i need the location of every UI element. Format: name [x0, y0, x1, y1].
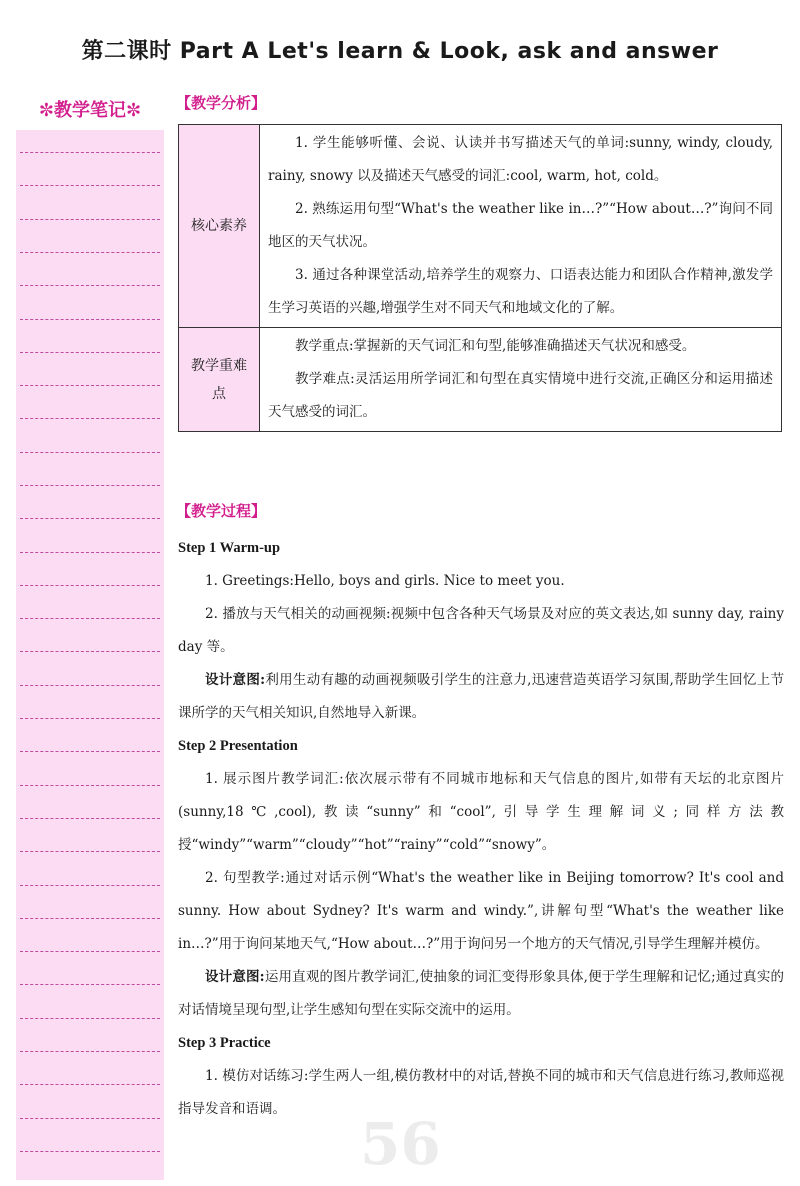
key-label: 教学重难点: [179, 328, 260, 432]
note-line: [20, 818, 160, 819]
note-line: [20, 319, 160, 320]
page-title: 第二课时 Part A Let's learn & Look, ask and answer: [81, 39, 719, 64]
note-line: [20, 485, 160, 486]
note-line: [20, 918, 160, 919]
core-item: 2. 熟练运用句型“What's the weather like in…?”“How about…?”询问不同地区的天气状况。: [268, 201, 773, 250]
analysis-header: 【教学分析】: [176, 94, 267, 112]
intent-text: 利用生动有趣的动画视频吸引学生的注意力,迅速营造英语学习氛围,帮助学生回忆上节课所学的天气相关知识,自然地导入新课。: [178, 672, 784, 721]
note-line: [20, 1118, 160, 1119]
note-line: [20, 951, 160, 952]
note-line: [20, 685, 160, 686]
note-line: [20, 518, 160, 519]
step1-item: 1. Greetings:Hello, boys and girls. Nice to meet you.: [205, 573, 565, 589]
process-body: [178, 532, 784, 1126]
note-line: [20, 785, 160, 786]
page-number: 56: [360, 1110, 441, 1178]
note-line: [20, 585, 160, 586]
step2-intent: [178, 961, 784, 1027]
note-line: [20, 185, 160, 186]
step2-title: Step 2 Presentation: [178, 738, 298, 754]
step1-intent: [178, 664, 784, 730]
note-line: [20, 219, 160, 220]
core-content: [260, 125, 782, 328]
note-line: [20, 718, 160, 719]
note-line: [20, 1084, 160, 1085]
note-line: [20, 385, 160, 386]
note-line: [20, 984, 160, 985]
step1-item: 2. 播放与天气相关的动画视频:视频中包含各种天气场景及对应的英文表达,如 sunny day, rainy day 等。: [178, 606, 784, 655]
note-line: [20, 618, 160, 619]
note-line: [20, 252, 160, 253]
core-item: 1. 学生能够听懂、会说、认读并书写描述天气的单词:sunny, windy, cloudy, rainy, snowy 以及描述天气感受的词汇:cool, warm, hot, cold。: [268, 135, 773, 184]
note-line: [20, 1151, 160, 1152]
note-line: [20, 352, 160, 353]
step3-title: Step 3 Practice: [178, 1035, 271, 1051]
note-line: [20, 851, 160, 852]
key-item: 教学难点:灵活运用所学词汇和句型在真实情境中进行交流,正确区分和运用描述天气感受的词汇。: [268, 371, 773, 420]
note-line: [20, 1051, 160, 1052]
note-line: [20, 452, 160, 453]
core-item: 3. 通过各种课堂活动,培养学生的观察力、口语表达能力和团队合作精神,激发学生学习英语的兴趣,增强学生对不同天气和地域文化的了解。: [268, 267, 773, 316]
intent-text: 运用直观的图片教学词汇,使抽象的词汇变得形象具体,便于学生理解和记忆;通过真实的对话情境呈现句型,让学生感知句型在实际交流中的运用。: [178, 969, 784, 1018]
step1-title: Step 1 Warm-up: [178, 540, 281, 556]
note-line: [20, 751, 160, 752]
notes-header: ✼教学笔记✼: [16, 88, 164, 130]
note-line: [20, 285, 160, 286]
step2-item: 2. 句型教学:通过对话示例“What's the weather like in Beijing tomorrow? It's cool and sunny. How about Sydney? It's warm and windy.”,讲解句型“What's the weather like in…?”用于询问某地天气,“How about…?”用于询问另一个地方的天气情况,引导学生理解并模仿。: [178, 870, 784, 952]
intent-label: 设计意图:: [205, 969, 265, 985]
intent-label: 设计意图:: [205, 672, 266, 688]
note-line: [20, 651, 160, 652]
core-label: 核心素养: [179, 125, 260, 328]
step2-item: 1. 展示图片教学词汇:依次展示带有不同城市地标和天气信息的图片,如带有天坛的北京图片(sunny,18℃,cool),教读“sunny”和“cool”,引导学生理解词义;同样方法教授“windy”“warm”“cloudy”“hot”“rainy”“cold”“snowy”。: [178, 771, 784, 853]
note-line: [20, 418, 160, 419]
note-line: [20, 152, 160, 153]
step3-item: 1. 模仿对话练习:学生两人一组,模仿教材中的对话,替换不同的城市和天气信息进行练习,教师巡视指导发音和语调。: [178, 1068, 784, 1117]
key-item: 教学重点:掌握新的天气词汇和句型,能够准确描述天气状况和感受。: [295, 338, 696, 354]
note-line: [20, 1018, 160, 1019]
note-line: [20, 552, 160, 553]
process-header: 【教学过程】: [176, 502, 267, 520]
core-row: [179, 125, 782, 328]
analysis-table: [178, 124, 782, 432]
key-row: [179, 328, 782, 432]
note-line: [20, 885, 160, 886]
key-content: [260, 328, 782, 432]
